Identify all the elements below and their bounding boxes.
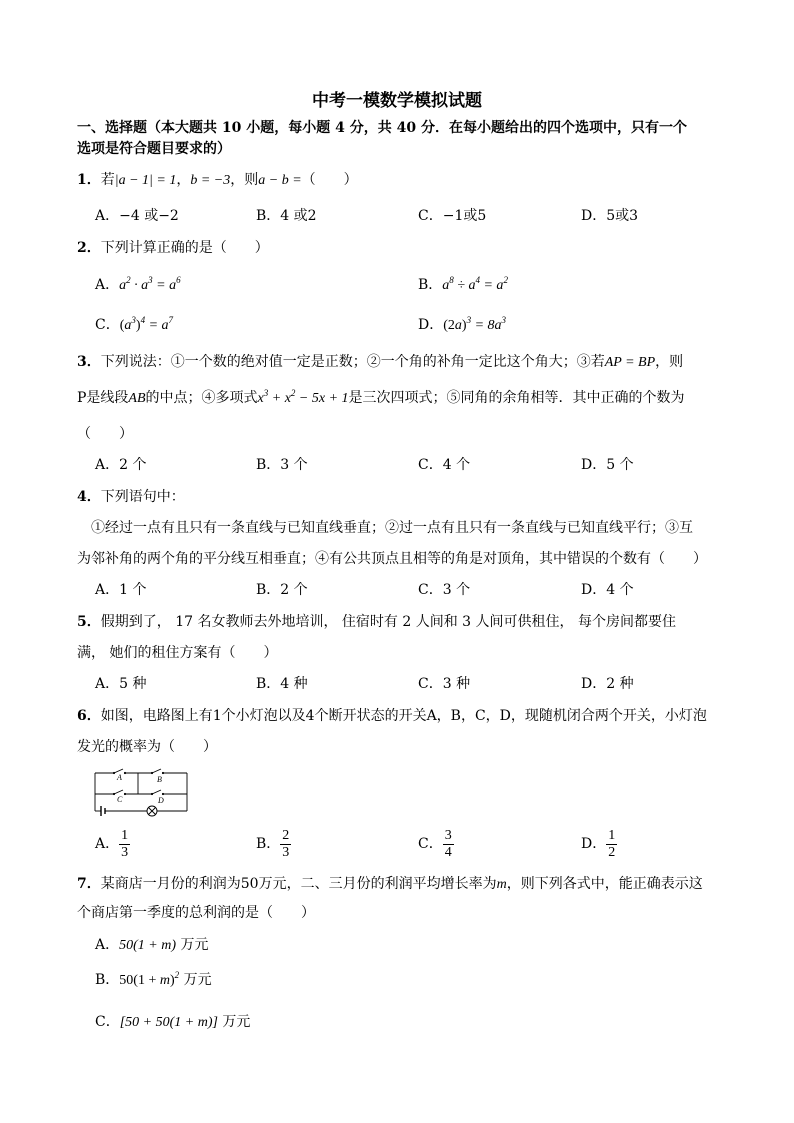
question-5-line1: 5．假期到了， 17 名女教师去外地培训， 住宿时有 2 人间和 3 人间可供租住， 每个房间都要住 <box>77 614 676 630</box>
switch-a-label: A <box>117 773 122 782</box>
section1-heading-line2: 选项是符合题目要求的） <box>77 141 231 157</box>
q3-option-c[interactable]: C．4 个 <box>418 457 471 473</box>
question-5-line2: 满， 她们的租住方案有（ ） <box>77 645 278 661</box>
question-4-line3: 为邻补角的两个角的平分线互相垂直；④有公共顶点且相等的角是对顶角，其中错误的个数有（ ） <box>77 551 707 567</box>
q2-option-d[interactable]: D．$(2a)^3 = 8a^3$ <box>418 315 507 333</box>
math-expression: $a^8 \div a^4 = a^2$ <box>442 275 508 293</box>
question-number: 1． <box>77 172 101 188</box>
q6-option-c[interactable]: C． $\frac{3}{4}$ <box>418 827 452 860</box>
q7-option-a[interactable]: A．50(1 + m) 万元 <box>95 937 209 953</box>
question-number: 2． <box>77 240 101 256</box>
q6-option-b[interactable]: B． $\frac{2}{3}$ <box>256 827 290 860</box>
question-6-line1: 6．如图，电路图上有1个小灯泡以及4个断开状态的开关A，B，C，D，现随机闭合两个开关，小灯泡 <box>77 708 707 724</box>
q4-option-a[interactable]: A．1 个 <box>95 582 147 598</box>
question-number: 4． <box>77 489 101 505</box>
switch-c-label: C <box>117 795 123 804</box>
fraction: $\frac{2}{3}$ <box>282 827 290 860</box>
math-expression: $a^2 \cdot a^3 = a^6$ <box>119 275 181 293</box>
q1-option-c[interactable]: C．−1或5 <box>418 208 487 224</box>
question-4-line2: ①经过一点有且只有一条直线与已知直线垂直；②过一点有且只有一条直线与已知直线平行；③互 <box>91 520 693 536</box>
fraction: $\frac{3}{4}$ <box>444 827 452 860</box>
question-number: 5． <box>77 614 101 630</box>
q4-option-d[interactable]: D．4 个 <box>581 582 634 598</box>
q1-option-d[interactable]: D．5或3 <box>581 208 639 224</box>
math-expression: $50(1 + m)^2$ <box>119 970 180 988</box>
q3-option-d[interactable]: D．5 个 <box>581 457 634 473</box>
circuit-diagram <box>92 766 194 818</box>
question-1-stem: 1．若|a − 1| = 1，b = −3，则a − b =（ ） <box>77 172 358 188</box>
math-expression: m <box>496 877 507 892</box>
question-7-line1: 7．某商店一月份的利润为50万元，二、三月份的利润平均增长率为m，则下列各式中，能正确表示这 <box>77 876 703 892</box>
question-2-stem: 2．下列计算正确的是（ ） <box>77 240 269 256</box>
math-expression: [50 + 50(1 + m)] <box>119 1015 218 1030</box>
question-number: 7． <box>77 876 101 892</box>
math-expression: $(a^3)^4 = a^7$ <box>119 315 174 333</box>
math-expression: |a − 1| = 1 <box>114 173 177 188</box>
fraction: $\frac{1}{2}$ <box>608 827 616 860</box>
math-expression: 50(1 + m) <box>119 938 177 953</box>
q6-option-a[interactable]: A． $\frac{1}{3}$ <box>95 827 129 860</box>
math-expression: a − b = <box>258 173 302 188</box>
q3-option-b[interactable]: B．3 个 <box>256 457 308 473</box>
section1-heading-line1: 一、选择题（本大题共 10 小题，每小题 4 分，共 40 分．在每小题给出的四个选项中，只有一个 <box>77 120 687 136</box>
switch-b-label: B <box>157 775 162 784</box>
question-7-line2: 个商店第一季度的总利润的是（ ） <box>77 905 315 921</box>
q7-option-b[interactable]: B．$50(1 + m)^2$ 万元 <box>95 970 212 988</box>
question-number: 6． <box>77 708 101 724</box>
math-expression: $x^3 + x^2 - 5x + 1$ <box>257 388 349 406</box>
math-expression: b = −3 <box>190 173 231 188</box>
question-number: 3． <box>77 354 101 370</box>
math-expression: AB <box>128 391 146 406</box>
q4-option-b[interactable]: B．2 个 <box>256 582 308 598</box>
q5-option-d[interactable]: D．2 种 <box>581 676 634 692</box>
question-3-line1: 3．下列说法：①一个数的绝对值一定是正数；②一个角的补角一定比这个角大；③若AP = BP，则 <box>77 354 684 370</box>
q4-option-c[interactable]: C．3 个 <box>418 582 471 598</box>
q2-option-c[interactable]: C．$(a^3)^4 = a^7$ <box>95 315 174 333</box>
question-3-line3: （ ） <box>77 426 133 442</box>
question-3-line2: P是线段AB的中点；④多项式$x^3 + x^2 - 5x + 1$是三次四项式；⑤同角的余角相等．其中正确的个数为 <box>77 388 685 406</box>
q7-option-c[interactable]: C．[50 + 50(1 + m)] 万元 <box>95 1014 251 1030</box>
question-4-stem: 4．下列语句中： <box>77 489 185 505</box>
q3-option-a[interactable]: A．2 个 <box>95 457 147 473</box>
fraction: $\frac{1}{3}$ <box>121 827 129 860</box>
math-expression: $(2a)^3 = 8a^3$ <box>443 315 507 333</box>
switch-d-label: D <box>158 796 164 805</box>
q5-option-b[interactable]: B．4 种 <box>256 676 308 692</box>
q2-option-b[interactable]: B．$a^8 \div a^4 = a^2$ <box>418 275 508 293</box>
q1-option-a[interactable]: A．−4 或−2 <box>95 208 179 224</box>
page-title: 中考一模数学模拟试题 <box>312 91 482 111</box>
q2-option-a[interactable]: A．$a^2 \cdot a^3 = a^6$ <box>95 275 181 293</box>
q1-option-b[interactable]: B．4 或2 <box>256 208 317 224</box>
q6-option-d[interactable]: D． $\frac{1}{2}$ <box>581 827 616 860</box>
question-6-line2: 发光的概率为（ ） <box>77 739 217 755</box>
q5-option-c[interactable]: C．3 种 <box>418 676 471 692</box>
q5-option-a[interactable]: A．5 种 <box>95 676 147 692</box>
math-expression: AP = BP <box>604 355 656 370</box>
